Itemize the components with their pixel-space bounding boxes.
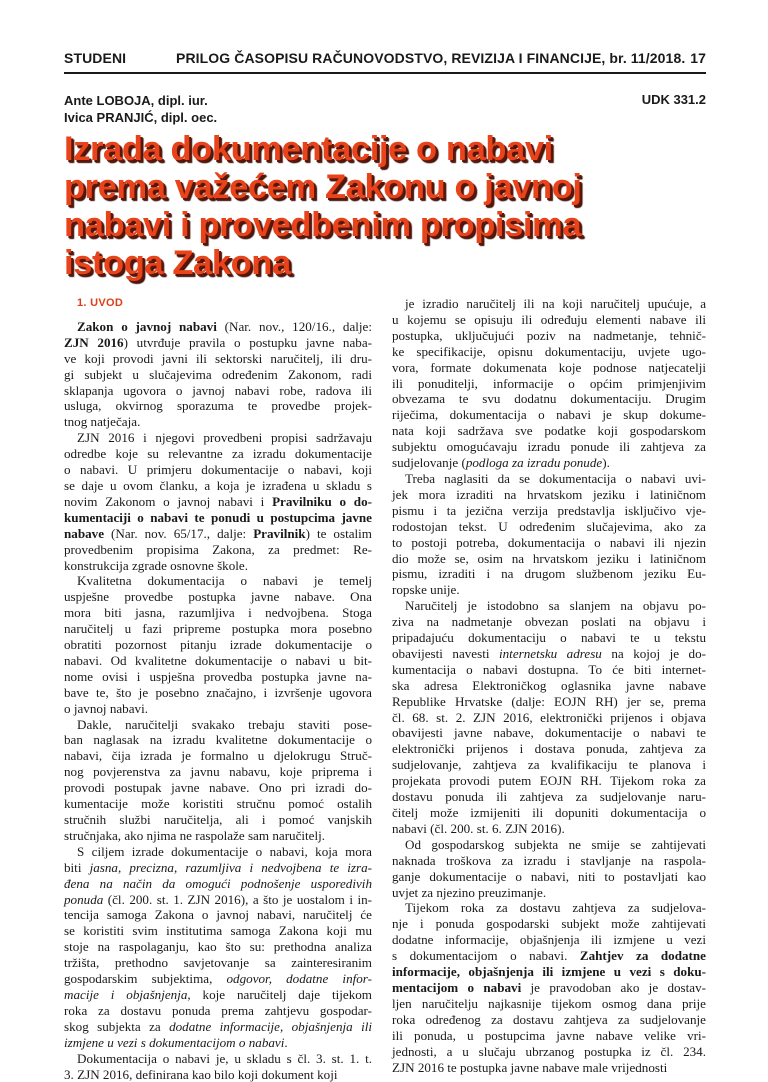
text-line: Kvalitetna dokumentacija o nabavi je temelj (64, 573, 372, 589)
body-paragraph (392, 598, 706, 837)
text-line: projekata provodi putem EOJN RH. Tijekom roka za (392, 773, 706, 789)
text-line: konstrukcija zgrade osnovne škole. (64, 558, 372, 574)
text-line: usluga, okvirnog sporazuma te provedbe projek- (64, 398, 372, 414)
text-line: izmjene u vezi s dokumentacijom o nabavi. (64, 1035, 372, 1051)
text-line: skog subjekta za dodatne informacije, objašnjenja ili (64, 1019, 372, 1035)
running-header (64, 50, 706, 66)
text-line: provedbenim propisima Zakona, za predmet: Re- (64, 542, 372, 558)
text-line: subjektu omogućavaju izradu ponude ili zahtjeva za (392, 439, 706, 455)
text-line: nje i ponuda gospodarski subjekt može zahtijevati (392, 916, 706, 932)
text-line: stručnih službi naručitelja, ali i pomoć vanjskih (64, 812, 372, 828)
text-line: kumentacija o nabavi dostupna. To će biti internet- (392, 662, 706, 678)
text-line: ban naglasak na izradu kvalitetne dokumentacije o (64, 732, 372, 748)
text-line: S ciljem izrade dokumentacije o nabavi, koja mora (64, 844, 372, 860)
text-line: obavijesti javne nabave, dokumentacije o nabavi te (392, 725, 706, 741)
text-line: ZJN 2016 i njegovi provedbeni propisi sadržavaju (64, 430, 372, 446)
text-line: nabave (Nar. nov. 65/17., dalje: Pravilnik) te ostalim (64, 526, 372, 542)
text-line: dostavu ponuda ili zahtjeva za sudjelovanje naru- (392, 789, 706, 805)
title-line: istoga Zakona (64, 244, 714, 282)
text-line: se koristiti svim institutima samoga Zakona koji mu (64, 923, 372, 939)
right-column (392, 296, 706, 1075)
text-line: ganje dokumentacije o nabavi, niti to postavljati kao (392, 869, 706, 885)
title-line: Izrada dokumentacije o nabavi (64, 130, 714, 168)
text-line: nome ovisi i uspješna provedba postupka javne na- (64, 669, 372, 685)
text-line: ve koji provodi javni ili sektorski naručitelj, ili dru- (64, 351, 372, 367)
text-line: vora, formate dokumenata koje podnose natjecatelji (392, 360, 706, 376)
author-name: Ivica PRANJIĆ, dipl. oec. (64, 109, 217, 126)
text-line: ZJN 2016 te postupka javne nabave male vrijednosti (392, 1060, 706, 1076)
text-line: Zakon o javnoj nabavi (Nar. nov., 120/16., dalje: (64, 319, 372, 335)
text-line: postupka, uključujući poziv na nadmetanje, tehnič- (392, 328, 706, 344)
text-line: stoje na raspolaganju, kao što su: prethodna analiza (64, 939, 372, 955)
text-line: ljen naručitelju najkasnije tijekom osmog dana prije (392, 996, 706, 1012)
text-line: nabavi, čija izrada je formalno u djelokrugu Struč- (64, 748, 372, 764)
text-line: roka određenog za dostavu zahtjeva za sudjelovanje (392, 1012, 706, 1028)
section-heading: 1. UVOD (77, 296, 372, 312)
body-paragraph (392, 471, 706, 598)
text-line: mora biti jasna, razumljiva i nedvojbena. Stoga (64, 605, 372, 621)
left-column (64, 296, 372, 1082)
header-publication: PRILOG ČASOPISU RAČUNOVODSTVO, REVIZIJA I FINANCIJE, br. 11/2018. (176, 50, 685, 66)
text-line: nabavi (čl. 200. st. 6. ZJN 2016). (392, 821, 706, 837)
text-line: ponuda (čl. 200. st. 1. ZJN 2016), a što je uostalom i in- (64, 892, 372, 908)
text-line: Od gospodarskog subjekta ne smije se zahtijevati (392, 837, 706, 853)
body-paragraph (64, 844, 372, 1051)
text-line: biti jasna, precizna, razumljiva i nedvojbena te izra- (64, 860, 372, 876)
author-name: Ante LOBOJA, dipl. iur. (64, 92, 217, 109)
title-line: prema važećem Zakonu o javnoj (64, 168, 714, 206)
text-line: provodi postupak javne nabave. Ono pri izradi do- (64, 780, 372, 796)
body-paragraph (64, 717, 372, 844)
text-line: roka za dostavu ponuda prema zahtjevu gospodar- (64, 1003, 372, 1019)
body-paragraph (64, 430, 372, 573)
text-line: Naručitelj je istodobno sa slanjem na objavu po- (392, 598, 706, 614)
text-line: Dakle, naručitelji svakako trebaju staviti pose- (64, 717, 372, 733)
text-line: s dokumentacijom o nabavi. Zahtjev za dodatne (392, 948, 706, 964)
text-line: se daje u ovom članku, a koja je izrađena u skladu s (64, 478, 372, 494)
text-line: pismu, izraditi i na drugom službenom jeziku Eu- (392, 566, 706, 582)
text-line: ropske unije. (392, 582, 706, 598)
text-line: obratiti pozornost pitanju izrade dokumentacije o (64, 637, 372, 653)
article-title (64, 130, 714, 282)
header-rule (64, 72, 706, 74)
text-line: rodostojan tekst. U određenim slučajevima, ako za (392, 519, 706, 535)
body-paragraph (64, 1051, 372, 1082)
text-line: ili ponuditelji, informacije o općim primjenjivim (392, 376, 706, 392)
text-line: dodatne informacije, objašnjenja ili izmjene u vezi (392, 932, 706, 948)
text-line: Republike Hrvatske (dalje: EOJN RH) jer se, prema (392, 694, 706, 710)
text-line: uspješne provedbe postupka javne nabave. Ona (64, 589, 372, 605)
text-line: gospodarskim subjektima, odgovor, dodatne infor- (64, 971, 372, 987)
udk-code: UDK 331.2 (642, 92, 706, 107)
text-line: dio može se, osim na hrvatskom jeziku i latiničnom (392, 551, 706, 567)
text-line: nata koji sadržava sve podatke koji gospodarskom (392, 423, 706, 439)
text-line: to postoji potreba, dokumentacija o nabavi ili njezin (392, 535, 706, 551)
text-line: u kojemu se opisuju ili određuju elementi nabave ili (392, 312, 706, 328)
text-line: tnog natječaja. (64, 414, 372, 430)
text-line: kumentaciji o nabavi te ponudi u postupcima javne (64, 510, 372, 526)
text-line: pismu i ta jezična verzija predstavlja isključivo vje- (392, 503, 706, 519)
text-line: novim Zakonom o javnoj nabavi i Pravilniku o do- (64, 494, 372, 510)
text-line: čitelj može izmijeniti ili dopuniti dokumentacija o (392, 805, 706, 821)
text-line: elektronički prijenos i dostava ponuda, zahtjeva za (392, 741, 706, 757)
text-line: naknada troškova za izradu i stavljanje na raspola- (392, 853, 706, 869)
body-paragraph (392, 296, 706, 471)
text-line: riječima, dokumentacija o nabavi je skup dokume- (392, 407, 706, 423)
text-line: sudjelovanje (podloga za izradu ponude). (392, 455, 706, 471)
body-paragraph (64, 573, 372, 716)
text-line: obvezama te svu dodatnu dokumentaciju. Drugim (392, 391, 706, 407)
text-line: ili ponuda, u postupcima javne nabave velike vri- (392, 1028, 706, 1044)
text-line: kumentacije može koristiti stručnu pomoć ostalih (64, 796, 372, 812)
text-line: gi subjekt u slučajevima određenim Zakonom, radi (64, 367, 372, 383)
text-line: sudjelovanje, zahtjeva za kvalifikaciju te planova i (392, 757, 706, 773)
text-line: naručitelj u fazi pripreme postupka mora posebno (64, 621, 372, 637)
text-line: ziva na nadmetanje obvezan poslati na objavu i (392, 614, 706, 630)
text-line: tencija samoga Zakona o javnoj nabavi, naručitelj će (64, 907, 372, 923)
body-paragraph (392, 900, 706, 1075)
author-list (64, 92, 217, 126)
text-line: sklapanja ugovora o javnoj nabavi robe, radova ili (64, 383, 372, 399)
text-line: Treba naglasiti da se dokumentacija o nabavi uvi- (392, 471, 706, 487)
left-column-body (64, 319, 372, 1082)
header-month: STUDENI (64, 50, 126, 66)
text-line: pripadajuću dokumentaciju o nabavi te u tekstu (392, 630, 706, 646)
text-line: đena na način da omogući podnošenje usporedivih (64, 876, 372, 892)
text-line: o nabavi. U primjeru dokumentacije o nabavi, koji (64, 462, 372, 478)
text-line: mentacijom o nabavi je pravodoban ako je dostav- (392, 980, 706, 996)
text-line: obavijesti navesti internetsku adresu na kojoj je do- (392, 646, 706, 662)
title-line: nabavi i provedbenim propisima (64, 206, 714, 244)
text-line: ZJN 2016) utvrđuje pravila o postupku javne naba- (64, 335, 372, 351)
text-line: informacije, objašnjenja ili izmjene u vezi s doku- (392, 964, 706, 980)
text-line: 3. ZJN 2016, definirana kao bilo koji dokument koji (64, 1067, 372, 1082)
text-line: tržišta, prethodno savjetovanje sa zainteresiranim (64, 955, 372, 971)
text-line: jek mora izraditi na hrvatskom jeziku i latiničnom (392, 487, 706, 503)
text-line: stručnjaka, ako njima ne raspolaže sam naručitelj. (64, 828, 372, 844)
page-number: 17 (690, 50, 706, 66)
text-line: čl. 68. st. 2. ZJN 2016, elektronički prijenos i objava (392, 710, 706, 726)
body-paragraph (64, 319, 372, 430)
text-line: ska adresa Elektroničkog oglasnika javne nabave (392, 678, 706, 694)
text-line: nabavi. Od kvalitetne dokumentacije o nabavi u bit- (64, 653, 372, 669)
text-line: Dokumentacija o nabavi je, u skladu s čl. 3. st. 1. t. (64, 1051, 372, 1067)
text-line: bave te, što je posebno značajno, i izvršenje ugovora (64, 685, 372, 701)
text-line: macije i objašnjenja, koje naručitelj daje tijekom (64, 987, 372, 1003)
text-line: je izradio naručitelj ili na koji naručitelj upućuje, a (392, 296, 706, 312)
text-line: nog povjerenstva za javnu nabavu, koje priprema i (64, 764, 372, 780)
text-line: o javnoj nabavi. (64, 701, 372, 717)
text-line: ke specifikacije, opisnu dokumentaciju, uvjete ugo- (392, 344, 706, 360)
text-line: uvjet za njezino preuzimanje. (392, 885, 706, 901)
text-line: Tijekom roka za dostavu zahtjeva za sudjelova- (392, 900, 706, 916)
body-paragraph (392, 837, 706, 901)
text-line: jednosti, a u slučaju ubrzanog postupka iz čl. 234. (392, 1044, 706, 1060)
text-line: odredbe koje su relevantne za izradu dokumentacije (64, 446, 372, 462)
right-column-body (392, 296, 706, 1075)
